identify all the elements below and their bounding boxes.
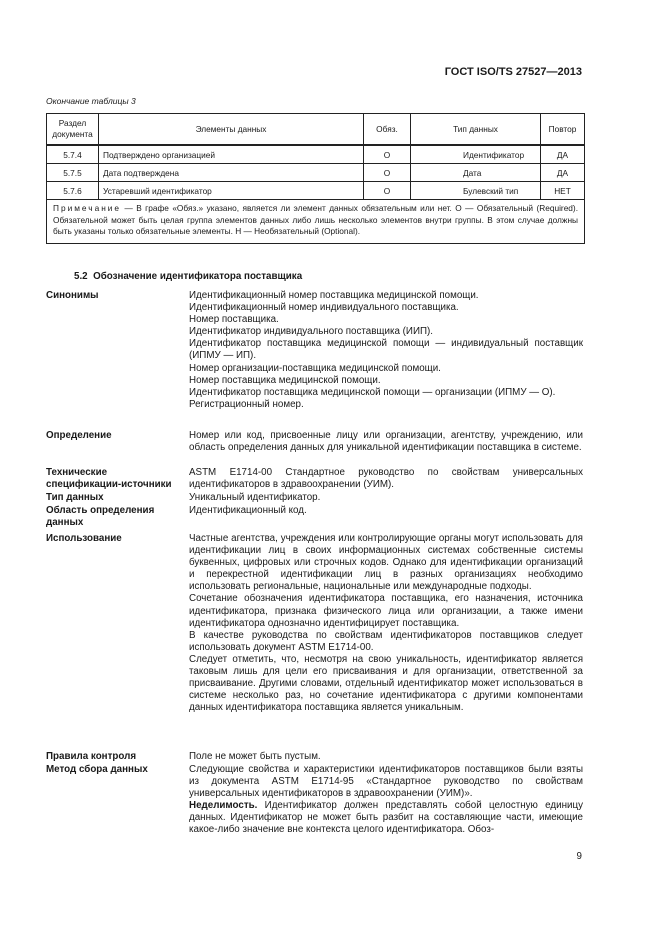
- synonyms-list: [189, 290, 583, 411]
- table-row: [47, 145, 585, 164]
- cell-datatype: Идентификатор: [411, 145, 541, 164]
- synonym-item: Идентификатор поставщика медицинской помощи — организации (ИПМУ — О).: [189, 386, 556, 398]
- document-header: ГОСТ ISO/TS 27527—2013: [444, 66, 582, 78]
- cell-section: 5.7.5: [47, 164, 99, 182]
- indivisibility-label: Неделимость.: [189, 800, 258, 812]
- domain-text: Идентификационный код.: [189, 505, 307, 516]
- method-paragraph: Следующие свойства и характеристики идентификаторов поставщиков были взяты из документа ASTM E1714-95 «Стандартное руководство по свойствам универсальных идентификаторов в здравоохранении (УИМ)».: [189, 764, 583, 800]
- spec-label: Технические спецификации-источники: [46, 467, 172, 491]
- cell-element: Дата подтверждена: [99, 164, 364, 182]
- col-header-elements: Элементы данных: [99, 114, 364, 146]
- synonym-item: Номер поставщика.: [189, 314, 279, 326]
- usage-paragraph: Следует отметить, что, несмотря на свою уникальность, идентификатор является таковым лишь для цели его присваивания и для организации, ответственной за присваивание. Другими словами, отдельный идентификатор может использоваться в системе несколько раз, но сочетание идентификатора с другими компонентами данных идентификатора поставщика является уникальным.: [189, 653, 583, 714]
- table-caption: Окончание таблицы 3: [46, 96, 136, 106]
- section-number: 5.2: [74, 271, 88, 282]
- section-heading: [74, 271, 302, 282]
- synonym-item: Идентификационный номер поставщика медицинской помощи.: [189, 290, 479, 301]
- cell-section: 5.7.6: [47, 182, 99, 200]
- domain-label: Область определения данных: [46, 505, 155, 529]
- spec-text: ASTM E1714-00 Стандартное руководство по свойствам универсальных идентификаторов в здравоохранении (УИМ).: [189, 467, 583, 491]
- note-label: Примечание: [53, 203, 122, 213]
- synonym-item: Номер поставщика медицинской помощи.: [189, 374, 381, 386]
- datatype-text: Уникальный идентификатор.: [189, 492, 321, 503]
- cell-element: Подтверждено организацией: [99, 145, 364, 164]
- definition-label: Определение: [46, 430, 112, 441]
- synonym-item: Регистрационный номер.: [189, 398, 304, 410]
- indivisibility-paragraph: [189, 800, 583, 836]
- page-number: 9: [576, 851, 582, 862]
- data-elements-table: [46, 113, 585, 244]
- datatype-label: Тип данных: [46, 492, 104, 503]
- usage-paragraph: В качестве руководства по свойствам идентификаторов поставщиков следует использовать документ ASTM E1714-00.: [189, 629, 583, 653]
- col-header-repeat: Повтор: [541, 114, 585, 146]
- table-header-row: [47, 114, 585, 146]
- method-text: [189, 764, 583, 837]
- cell-repeat: НЕТ: [541, 182, 585, 200]
- cell-datatype: Булевский тип: [411, 182, 541, 200]
- table-note: [47, 200, 585, 244]
- indivisibility-text: Идентификатор должен представлять собой целостную единицу данных. Идентификатор не может быть разбит на составляющие части, имеющие какое-либо значение вне контекста целого идентификатора. Обоз-: [189, 800, 583, 836]
- usage-paragraph: Сочетание обозначения идентификатора поставщика, его назначения, источника идентификатора, признака физического лица или организации, а также имени идентификатора однозначно идентифицирует поставщика.: [189, 593, 583, 629]
- table-row: [47, 164, 585, 182]
- col-header-section: Раздел документа: [47, 114, 99, 146]
- table-row: [47, 182, 585, 200]
- usage-paragraph: Частные агентства, учреждения или контролирующие органы могут использовать для идентификации лиц в своих информационных системах собственные системы буквенных, цифровых или строчных кодов. Однако для идентификации организаций и перекрестной идентификации лиц в разных организациях необходимо использовать региональные, национальные или международные подходы.: [189, 533, 583, 593]
- method-label: Метод сбора данных: [46, 764, 148, 775]
- cell-datatype: Дата: [411, 164, 541, 182]
- cell-required: О: [364, 182, 411, 200]
- cell-section: 5.7.4: [47, 145, 99, 164]
- synonym-item: Идентификатор поставщика медицинской помощи — индивидуальный поставщик (ИПМУ — ИП).: [189, 338, 583, 362]
- usage-text: [189, 533, 583, 714]
- usage-label: Использование: [46, 533, 122, 544]
- cell-repeat: ДА: [541, 164, 585, 182]
- synonyms-label: Синонимы: [46, 290, 99, 301]
- definition-text: Номер или код, присвоенные лицу или организации, агентству, учреждению, или область определения данных для уникальной идентификации поставщика в системе.: [189, 430, 583, 454]
- synonym-item: Идентификатор индивидуального поставщика (ИИП).: [189, 326, 434, 338]
- section-title: Обозначение идентификатора поставщика: [93, 271, 303, 282]
- table-note-row: [47, 200, 585, 244]
- cell-required: О: [364, 145, 411, 164]
- synonym-item: Идентификационный номер индивидуального поставщика.: [189, 302, 459, 314]
- cell-repeat: ДА: [541, 145, 585, 164]
- cell-element: Устаревший идентификатор: [99, 182, 364, 200]
- rules-label: Правила контроля: [46, 751, 137, 762]
- rules-text: Поле не может быть пустым.: [189, 751, 321, 762]
- col-header-required: Обяз.: [364, 114, 411, 146]
- note-text: — В графе «Обяз.» указано, является ли элемент данных обязательным или нет. О — Обязательный (Required). Обязательной может быть целая группа элементов данных либо лишь несколько элементов внутри группы. В этом случае должны быть указаны только обязательные элементы. Н — Необязательный (Optional).: [53, 203, 578, 236]
- synonym-item: Номер организации-поставщика медицинской помощи.: [189, 362, 441, 374]
- cell-required: О: [364, 164, 411, 182]
- col-header-datatype: Тип данных: [411, 114, 541, 146]
